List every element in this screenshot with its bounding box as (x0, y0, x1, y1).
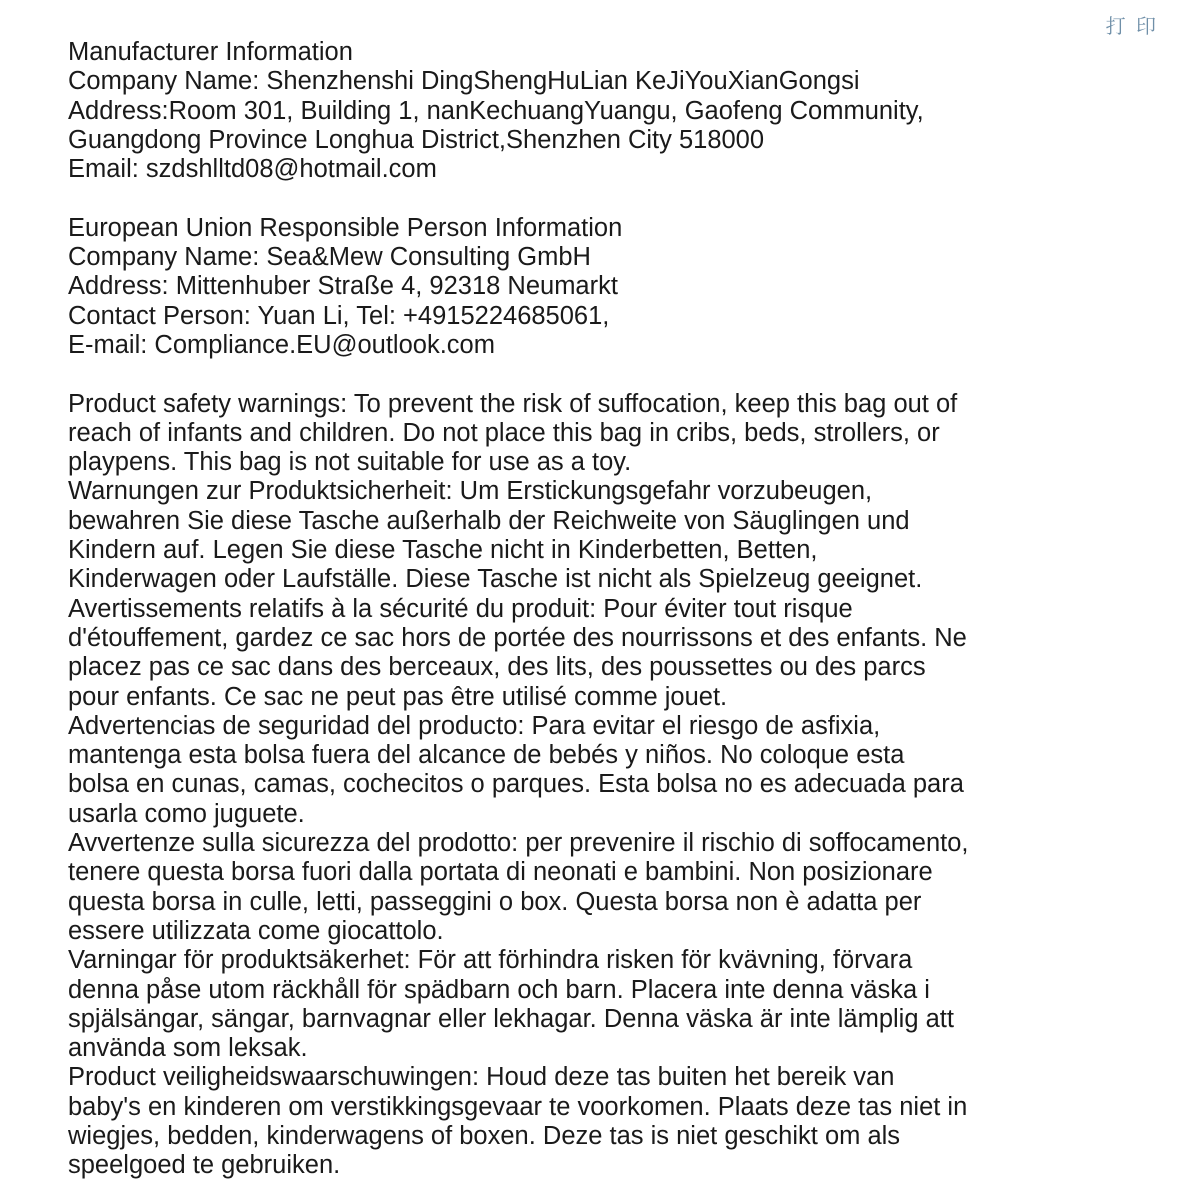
warning-line: bolsa en cunas, camas, cochecitos o parques. Esta bolsa no es adecuada para (68, 770, 964, 799)
eu-email: E-mail: Compliance.EU@outlook.com (68, 330, 495, 359)
eu-responsible-info (68, 214, 1078, 360)
warning-line: questa borsa in culle, letti, passeggini o box. Questa borsa non è adatta per (68, 887, 922, 916)
warning-german (68, 477, 1078, 594)
warning-italian (68, 829, 1078, 946)
manufacturer-address-line-2: Guangdong Province Longhua District,Shenzhen City 518000 (68, 125, 765, 154)
warning-line: Advertencias de seguridad del producto: Para evitar el riesgo de asfixia, (68, 711, 881, 740)
manufacturer-address-line-1: Address:Room 301, Building 1, nanKechuangYuangu, Gaofeng Community, (68, 96, 924, 125)
eu-company-name: Company Name: Sea&Mew Consulting GmbH (68, 243, 591, 272)
warning-line: wiegjes, bedden, kinderwagens of boxen. Deze tas is niet geschikt om als (68, 1121, 901, 1150)
eu-contact-person: Contact Person: Yuan Li, Tel: +4915224685061, (68, 301, 610, 330)
warning-line: tenere questa borsa fuori dalla portata di neonati e bambini. Non posizionare (68, 858, 933, 887)
warning-line: Avertissements relatifs à la sécurité du produit: Pour éviter tout risque (68, 594, 853, 623)
warning-line: pour enfants. Ce sac ne peut pas être utilisé comme jouet. (68, 682, 728, 711)
warning-line: usarla como juguete. (68, 799, 305, 828)
eu-address: Address: Mittenhuber Straße 4, 92318 Neumarkt (68, 272, 618, 301)
manufacturer-email: Email: szdshlltd08@hotmail.com (68, 155, 437, 184)
section-spacer (68, 360, 1078, 389)
warning-line: d'étouffement, gardez ce sac hors de portée des nourrissons et des enfants. Ne (68, 623, 967, 652)
warning-line: Warnungen zur Produktsicherheit: Um Erstickungsgefahr vorzubeugen, (68, 477, 873, 506)
warning-line: baby's en kinderen om verstikkingsgevaar te voorkomen. Plaats deze tas niet in (68, 1092, 968, 1121)
warning-line: reach of infants and children. Do not place this bag in cribs, beds, strollers, or (68, 418, 940, 447)
warning-french (68, 595, 1078, 712)
warning-line: placez pas ce sac dans des berceaux, des lits, des poussettes ou des parcs (68, 653, 926, 682)
warning-line: Product veiligheidswaarschuwingen: Houd deze tas buiten het bereik van (68, 1063, 895, 1092)
warning-line: bewahren Sie diese Tasche außerhalb der Reichweite von Säuglingen und (68, 506, 910, 535)
document-body (68, 38, 1078, 1181)
manufacturer-company-name: Company Name: Shenzhenshi DingShengHuLian KeJiYouXianGongsi (68, 67, 860, 96)
eu-heading: European Union Responsible Person Information (68, 213, 623, 242)
warning-line: Kinderwagen oder Laufställe. Diese Tasche ist nicht als Spielzeug geeignet. (68, 565, 923, 594)
warning-line: Product safety warnings: To prevent the risk of suffocation, keep this bag out of (68, 389, 958, 418)
safety-warnings (68, 390, 1078, 1181)
warning-line: speelgoed te gebruiken. (68, 1151, 341, 1180)
section-spacer (68, 184, 1078, 213)
manufacturer-info (68, 38, 1078, 184)
warning-line: mantenga esta bolsa fuera del alcance de bebés y niños. No coloque esta (68, 741, 905, 770)
warning-line: playpens. This bag is not suitable for use as a toy. (68, 448, 632, 477)
warning-line: essere utilizzata come giocattolo. (68, 916, 444, 945)
warning-line: Kindern auf. Legen Sie diese Tasche nicht in Kinderbetten, Betten, (68, 536, 818, 565)
warning-english (68, 390, 1078, 478)
warning-line: spjälsängar, sängar, barnvagnar eller lekhagar. Denna väska är inte lämplig att (68, 1004, 954, 1033)
warning-line: använda som leksak. (68, 1034, 308, 1063)
warning-line: Avvertenze sulla sicurezza del prodotto: per prevenire il rischio di soffocamento, (68, 829, 969, 858)
manufacturer-heading: Manufacturer Information (68, 38, 353, 66)
warning-line: Varningar för produktsäkerhet: För att förhindra risken för kvävning, förvara (68, 946, 913, 975)
warning-swedish (68, 946, 1078, 1063)
warning-line: denna påse utom räckhåll för spädbarn och barn. Placera inte denna väska i (68, 975, 930, 1004)
warning-spanish (68, 712, 1078, 829)
warning-dutch (68, 1063, 1078, 1180)
print-mark: 打 印 (1105, 14, 1158, 38)
